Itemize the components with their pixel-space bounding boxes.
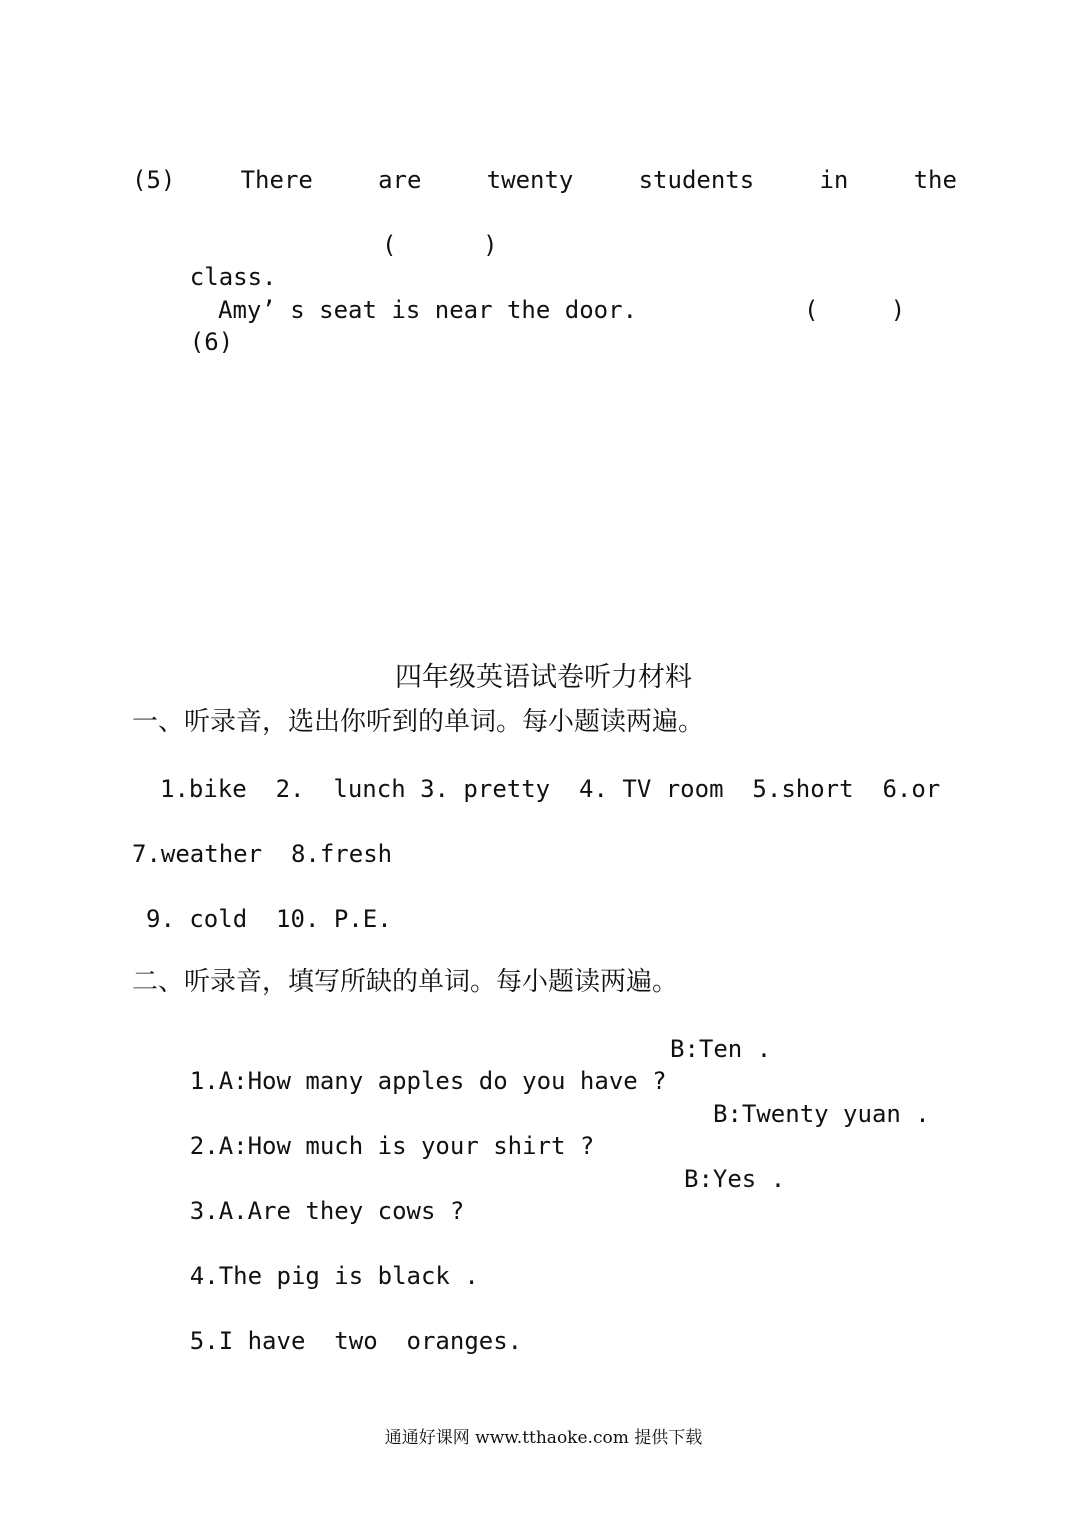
- section-1-line-3: 9. cold 10. P.E.: [146, 905, 392, 933]
- section-1-line-2: 7.weather 8.fresh: [132, 840, 393, 868]
- item-3-answer: B:Yes .: [684, 1165, 786, 1193]
- q6-number: (6): [189, 328, 234, 356]
- question-5-line: [132, 164, 957, 196]
- section-1-heading: 一、听录音，选出你听到的单词。每小题读两遍。: [132, 707, 705, 737]
- section-1-line-1: 1.bike 2. lunch 3. pretty 4. TV room 5.short 6.or: [160, 775, 941, 803]
- q6-text: Amy’ s seat is near the door.: [218, 296, 638, 324]
- q5-word: students: [638, 166, 755, 194]
- q5-word: in: [819, 166, 849, 194]
- question-6-line: [132, 294, 957, 454]
- q5-word: the: [913, 166, 957, 194]
- item-1-answer: B:Ten .: [670, 1035, 772, 1063]
- item-1-question: 1.A:How many apples do you have ?: [189, 1067, 667, 1095]
- q5-answer-paren: ( ): [382, 231, 498, 259]
- page-footer: 通通好课网 www.tthaoke.com 提供下载: [384, 1428, 703, 1448]
- listening-material-title: 四年级英语试卷听力材料: [395, 662, 692, 693]
- q5-continuation-text: class.: [189, 263, 277, 291]
- section-2-heading: 二、听录音，填写所缺的单词。每小题读两遍。: [132, 967, 679, 997]
- q5-word: twenty: [486, 166, 574, 194]
- q6-answer-paren: ( ): [804, 296, 906, 324]
- section-2-item-5: [132, 1293, 957, 1389]
- q5-word: (5): [132, 166, 176, 194]
- item-2-question: 2.A:How much is your shirt ?: [189, 1132, 595, 1160]
- q5-word: are: [378, 166, 422, 194]
- item-4-question: 4.The pig is black .: [189, 1262, 479, 1290]
- q5-word: There: [240, 166, 313, 194]
- item-5-question: 5.I have two oranges.: [189, 1327, 523, 1355]
- item-2-answer: B:Twenty yuan .: [713, 1100, 930, 1128]
- item-3-question: 3.A.Are they cows ?: [189, 1197, 465, 1225]
